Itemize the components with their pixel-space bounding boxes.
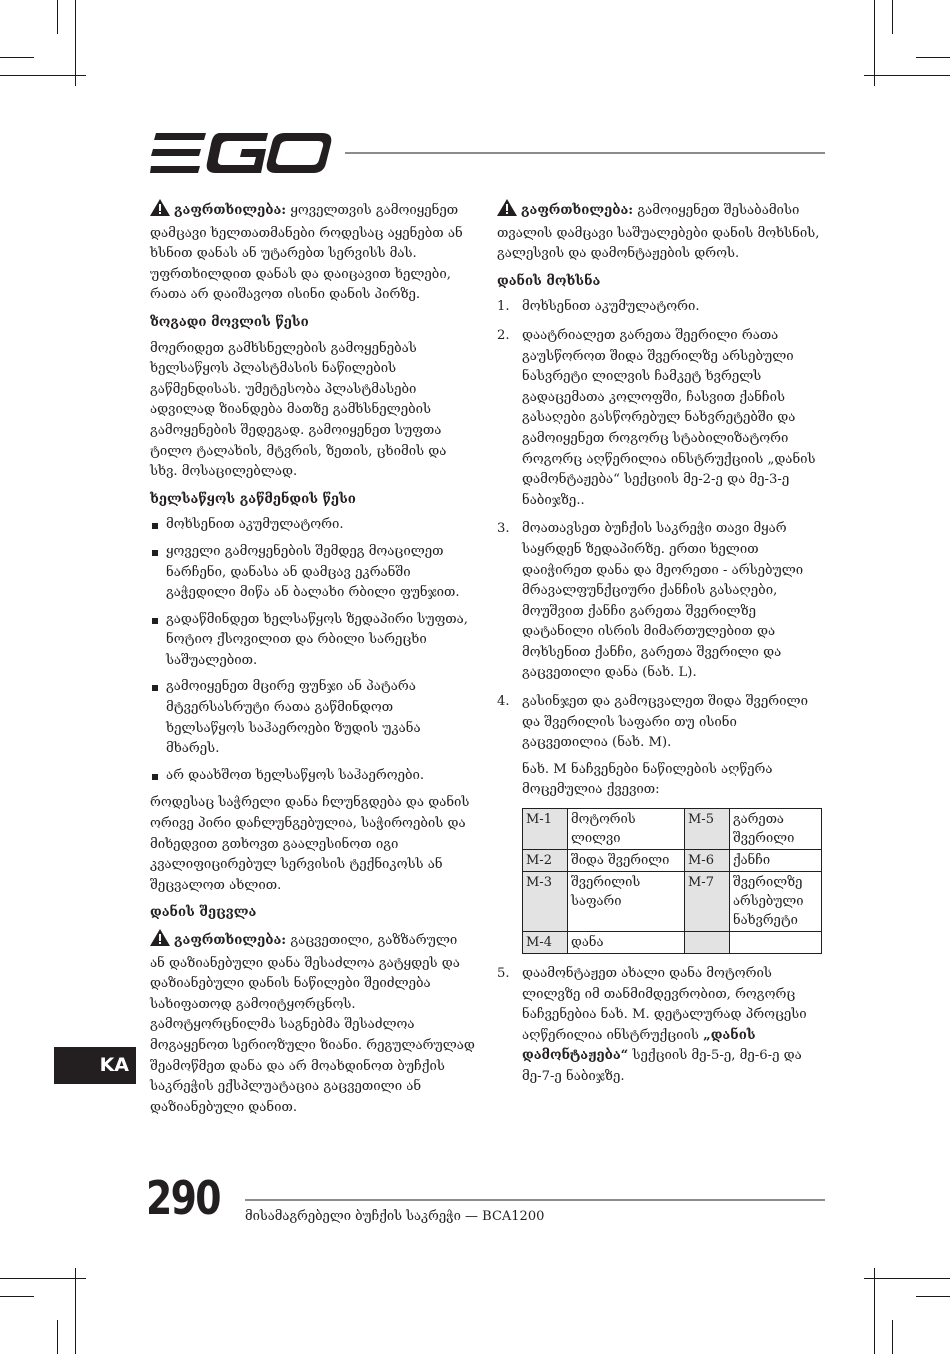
warning-block [497,199,825,265]
table-cell: შიდა შვერილი [568,850,685,872]
crop-mark [864,75,950,76]
step-item [497,692,825,954]
step-text: სექციის მე-5-ე, მე-6-ე და მე-7-ე ნაბიჯზე. [522,1048,802,1084]
ego-logo [150,133,332,173]
section-heading: დანის შეცვლა [150,905,257,921]
footer-text: მისამაგრებელი ბუჩქის საკრეჭი — BCA1200 [245,1209,545,1224]
crop-mark [916,57,950,58]
warning-title: გაფრთხილება: [174,203,287,218]
warning-text: გაცვეთილი, გაზზარული ან დაზიანებული დანა შესაძლოა გატყდეს და დაზიანებული დანის ნაწილები შეიძლება სახიფათოდ გამოიტყორცნოს. გამოტყორცნილმა საგნებმა შესაძლოა მოგაყენოთ სერიოზული ზიანი. რეგულარულად შეამოწმეთ დანა და არ მოახდინოთ ბუჩქის საკრეჭის ექსპლუატაცია გაცვეთილი ან დაზიანებული დანით. [150,933,475,1115]
crop-mark [75,1268,76,1354]
step-number: 3. [497,521,510,537]
table-cell: მოტორის ლილვი [568,809,685,850]
section-heading: დანის მოხსნა [497,273,601,289]
step-subtext: ნახ. M ნაჩვენები ნაწილების აღწერა მოცემულია ქვევით: [522,761,773,798]
step-text: დაატრიალეთ გარეთა შეერილი რათა გაუსწოროთ შიდა შვერილზე არსებული ნასვრეტი ლილვის ჩამკეტ ხვრელს გადაცემათა კოლოფში, ჩასვით ქანჩის გასაღები გასწორებულ ნახვრეტებში და გამოიყენეთ როგორც სტაბილიზატორი როგორც აღწერილია ინსტრუქციის „დანის დამონტაჟება“ სექციის მე-2-ე და მე-3-ე ნაბიჯზე.. [522,327,816,508]
warning-text: ყოველთვის გამოიყენეთ დამცავი ხელთათმანები როდესაც აყენებთ ან ხსნით დანას ან უტარებთ სერვისს მას. უფრთხილდით დანას და დაიცავით ხელები, რათა არ დაიშავოთ ისინი დანის პირზე. [150,203,463,303]
step-item [497,297,825,318]
list-item: გამოიყენეთ მცირე ფუნჯი ან პატარა მტვერსასრუტი რათა გაწმინდოთ ხელსაწყოს საჰაეროები ზუდის უკანა მხარეს. [150,677,475,759]
step-item [497,326,825,511]
warning-title: გაფრთხილება: [521,203,634,218]
step-text: მოხსენით აკუმულატორი. [522,299,700,315]
warning-block [150,199,475,306]
step-text: დაამონტაჟეთ ახალი დანა მოტორის ლილვზე იმ თანმიმდევრობით, როგორც ნაჩვენებია ნახ. M. დეტალურად პროცესი აღწერილია ინსტრუქციის [522,966,807,1043]
step-item [497,964,825,1088]
cleaning-list [150,515,475,786]
list-item: გადაწმინდეთ ხელსაწყოს ზედაპირი სუფთა, ნოტიო ქსოვილით და რბილი სარეცხი საშუალებით. [150,610,475,672]
table-cell: შვერილის საფარი [568,872,685,932]
table-cell: M-7 [685,872,730,932]
left-column [150,199,475,1125]
table-row [523,932,822,954]
warning-icon [150,199,170,224]
table-cell: დანა [568,932,685,954]
table-cell: M-6 [685,850,730,872]
crop-mark [75,0,76,86]
right-column [497,199,825,1096]
section-heading: ხელსაწყოს გაწმენდის წესი [150,491,356,507]
crop-mark [0,75,86,76]
header-rule [345,152,825,154]
table-row [523,850,822,872]
list-item: არ დაახშოთ ხელსაწყოს საჰაეროები. [150,766,475,787]
crop-mark [916,1296,950,1297]
step-number: 5. [497,966,510,982]
table-cell: გარეთა შვერილი [730,809,822,850]
step-number: 1. [497,299,510,315]
crop-mark [864,1278,950,1279]
table-row [523,872,822,932]
step-number: 4. [497,694,510,710]
step-item [497,519,825,684]
table-cell: ქანჩი [730,850,822,872]
list-item: ყოველი გამოყენების შემდეგ მოაცილეთ ნარჩენი, დანასა ან დამცავ ეკრანში გაჭედილი მიწა ან ბალახი რბილი ფუნჯით. [150,542,475,604]
step-text: მოათავსეთ ბუჩქის საკრეჭი თავი მყარ საყრდენ ზედაპირზე. ერთი ხელით დაიჭირეთ დანა და მეორეთი - არსებული მრავალფუნქციური ქანჩის გასაღები, მოუშვით ქანჩი გარეთა შვერილზე დატანილი ისრის მიმართულებით და მოხსენით ქანჩი, გარეთა შვერილი და გაცვეთილი დანა (ნახ. L). [522,521,804,681]
crop-mark [874,0,875,86]
step-number: 2. [497,327,510,343]
warning-icon [150,929,170,954]
table-cell: M-4 [523,932,568,954]
body-paragraph: მოერიდეთ გამხსნელების გამოყენებას ხელსაწყოს პლასტმასის ნაწილების გაწმენდისას. უმეტესობა პლასტმასები ადვილად ზიანდება მათზე გამხსნელების გამოყენების შედეგად. გამოიყენეთ სუფთა ტილო ტალახის, მტვრის, ზეთის, ცხიმის და სხვ. მოსაცილებლად. [150,340,447,480]
step-text-bold: „დანის დამონტაჟება“ [522,1027,756,1064]
crop-mark [57,0,58,34]
section-heading: ზოგადი მოვლის წესი [150,314,309,330]
table-cell: M-3 [523,872,568,932]
list-item: მოხსენით აკუმულატორი. [150,515,475,536]
crop-mark [874,1268,875,1354]
table-row [523,809,822,850]
warning-block [150,929,475,1118]
warning-text: გამოიყენეთ შესაბამისი თვალის დამცავი საშუალებები დანის მოხსნის, გალესვის და დამონტაჟების დროს. [497,203,820,262]
step-text: გასინჯეთ და გამოცვალეთ შიდა შვერილი და შვერილის საფარი თუ ისინი გაცვეთილია (ნახ. M). [522,694,808,751]
table-cell: M-2 [523,850,568,872]
crop-mark [0,1296,34,1297]
warning-title: გაფრთხილება: [174,933,287,948]
removal-steps [497,297,825,1087]
crop-mark [0,57,34,58]
page-number: 290 [146,1171,220,1225]
language-badge: KA [54,1047,136,1084]
table-cell: M-1 [523,809,568,850]
table-cell: M-5 [685,809,730,850]
footer-rule [245,1199,825,1201]
crop-mark [57,1320,58,1354]
crop-mark [892,1320,893,1354]
crop-mark [0,1278,86,1279]
crop-mark [892,0,893,34]
table-cell [685,932,730,954]
body-paragraph: როდესაც საჭრელი დანა ჩლუნგდება და დანის ორივე პირი დაჩლუნგებულია, საჭიროების და მიხედვით გთხოვთ გაალესინოთ იგი კვალიფიცირებულ სერვისის ტექნიკოსს ან შეცვალოთ ახლით. [150,795,470,893]
table-cell: შვერილზე არსებული ნახვრეტი [730,872,822,932]
parts-table [522,808,822,954]
table-cell [730,932,822,954]
warning-icon [497,199,517,224]
